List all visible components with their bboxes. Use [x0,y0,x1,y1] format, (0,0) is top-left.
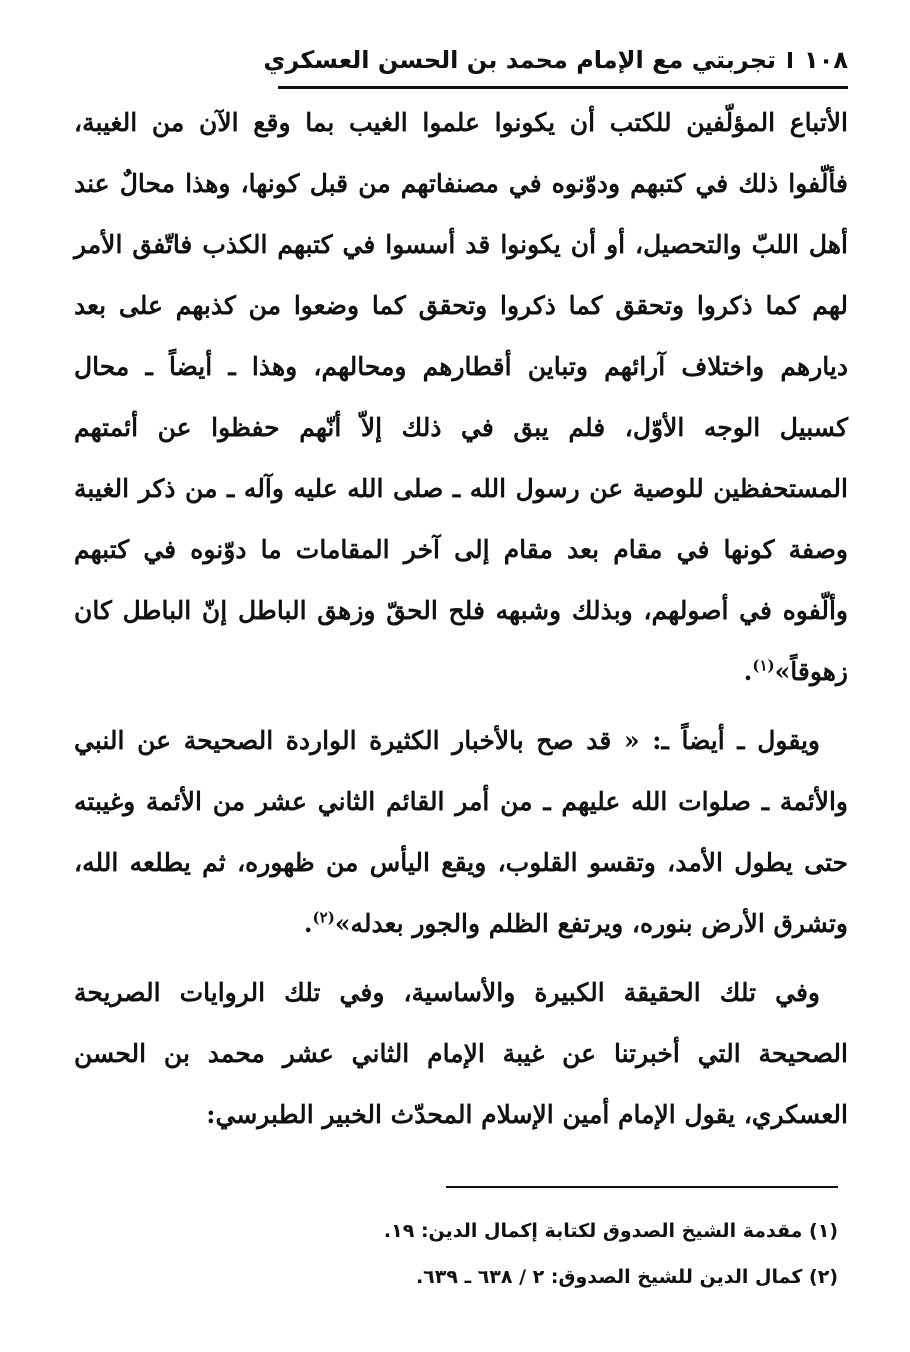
paragraph-2-text: ويقول ـ أيضاً ـ: « قد صح بالأخبار الكثيرة الواردة الصحيحة عن النبي والأئمة ـ صلوات الله عليهم ـ من أمر القائم الثاني عشر من الأئمة وغيبته حتى يطول الأمد، وتقسو القلوب، ويقع اليأس من ظهوره، ثم يطلعه الله، وتشرق الأرض بنوره، ويرتفع الظلم والجور بعدله» [74,726,848,938]
book-title: تجربتي مع الإمام محمد بن الحسن العسكري [263,46,777,74]
paragraph-1-text: الأتباع المؤلّفين للكتب أن يكونوا علموا الغيب بما وقع الآن من الغيبة، فألّفوا ذلك في كتبهم ودوّنوه في مصنفاتهم من قبل كونها، وهذا محالٌ عند أهل اللبّ والتحصيل، أو أن يكونوا قد أسسوا في كتبهم الكذب فاتّفق الأمر لهم كما ذكروا وتحقق كما ذكروا وتحقق كما وضعوا من كذبهم على بعد ديارهم واختلاف آرائهم وتباين أقطارهم ومحالهم، وهذا ـ أيضاً ـ محال كسبيل الوجه الأوّل، فلم يبق في ذلك إلاّ أنّهم حفظوا عن أئمتهم المستحفظين للوصية عن رسول الله ـ صلى الله عليه وآله ـ من ذكر الغيبة وصفة كونها في مقام بعد مقام إلى آخر المقامات ما دوّنوه في كتبهم وألّفوه في أصولهم، وبذلك وشبهه فلح الحقّ وزهق الباطل إنّ الباطل كان زهوقاً» [74,108,848,686]
footnote-ref-2: (٢) [312,908,335,927]
main-text [74,92,848,1153]
footnote-1: (١) مقدمة الشيخ الصدوق لكتابة إكمال الدين: ١٩. [383,1220,838,1242]
page-number: ١٠٨ [804,46,848,74]
paragraph-1-end: . [743,657,753,686]
paragraph-1 [74,92,848,702]
running-header [263,40,848,80]
paragraph-3 [74,962,848,1145]
square-ornament-icon [788,52,792,68]
header-rule [278,86,848,89]
footnote-separator [446,1186,838,1188]
footnote-2: (٢) كمال الدين للشيخ الصدوق: ٢ / ٦٣٨ ـ ٦٣٩. [415,1266,838,1288]
paragraph-2 [74,710,848,954]
footnotes [74,1208,838,1300]
footnote-ref-1: (١) [752,656,775,675]
paragraph-2-end: . [303,909,313,938]
paragraph-3-text: وفي تلك الحقيقة الكبيرة والأساسية، وفي تلك الروايات الصريحة الصحيحة التي أخبرتنا عن غيبة الإمام الثاني عشر محمد بن الحسن العسكري، يقول الإمام أمين الإسلام المحدّث الخبير الطبرسي: [74,978,848,1129]
